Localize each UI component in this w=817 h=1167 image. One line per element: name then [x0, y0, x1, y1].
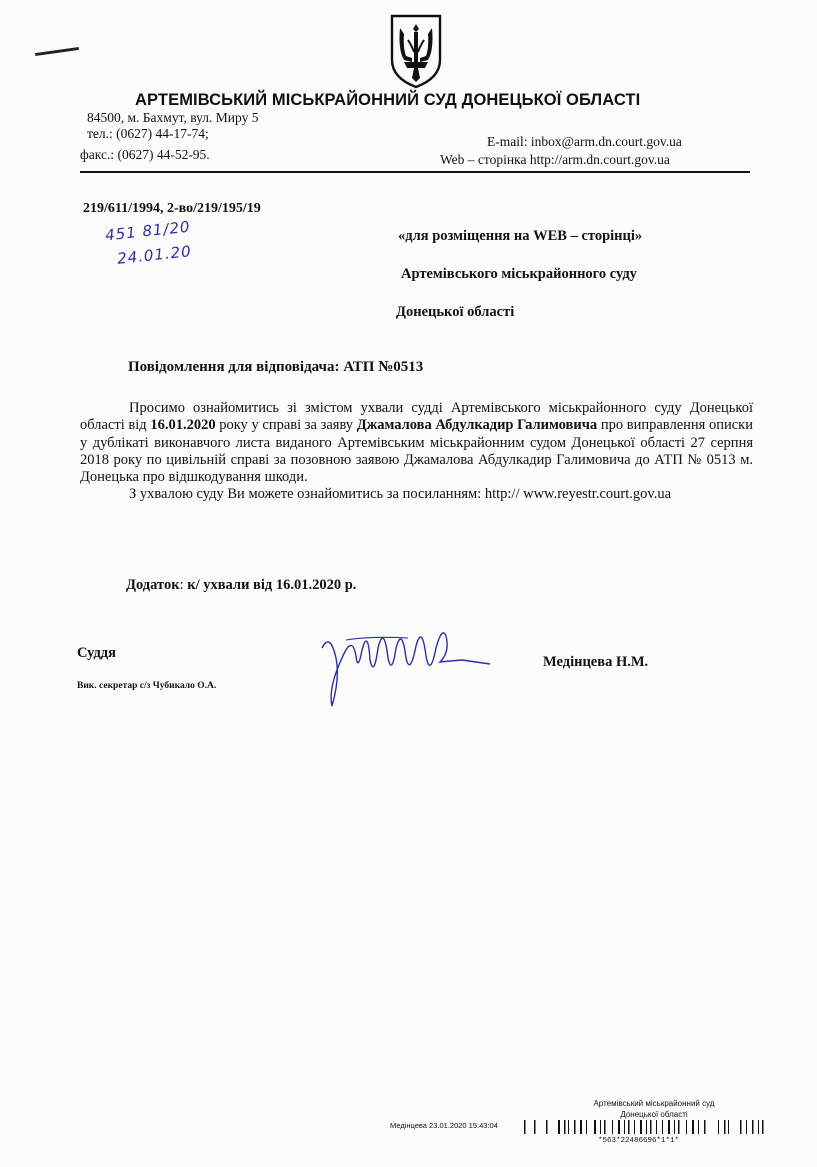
attachment-label: Додаток	[126, 577, 180, 593]
court-fax: факс.: (0627) 44-52-95.	[80, 147, 210, 162]
court-website: Web – сторінка http://arm.dn.court.gov.ua	[440, 152, 670, 167]
case-number: 219/611/1994, 2-во/219/195/19	[83, 201, 261, 216]
attachment-line	[126, 577, 356, 594]
judge-name: Медінцева Н.М.	[543, 654, 649, 670]
handwritten-reg-number: 451 81/20	[104, 217, 192, 245]
handwritten-reg-date: 24.01.20	[116, 242, 193, 268]
attachment-separator: :	[179, 577, 188, 593]
stamp-printed-by: Медінцева 23.01.2020 15:43:04	[390, 1121, 498, 1130]
notice-title: Повідомлення для відповідача: АТП №0513	[128, 359, 424, 375]
stamp-court	[574, 1098, 734, 1120]
margin-mark	[35, 47, 79, 56]
body-text-segment: про виправлення описки у дублікаті виконавчого листа виданого Артемівським міськрайонним судом Донецької області 27 серпня 2018 року по цивільній справі за позовною заявою Джамалова Абдулкадир Галимовича до АТП № 0513 м. Донецька про відшкодування шкоди.	[80, 417, 753, 486]
court-name: АРТЕМІВСЬКИЙ МІСЬКРАЙОННИЙ СУД ДОНЕЦЬКОЇ ОБЛАСТІ	[135, 91, 641, 109]
court-phone: тел.: (0627) 44-17-74;	[87, 126, 209, 141]
recipient-line-3: Донецької області	[396, 304, 515, 320]
court-address: 84500, м. Бахмут, вул. Миру 5	[87, 110, 259, 125]
notice-body	[80, 400, 753, 504]
body-text-segment: Просимо ознайомитись зі змістом ухвали судді Артемівського міськрайонного суду Донецької області від	[80, 400, 753, 434]
applicant-name: Джамалова Абдулкадир Галимовича	[356, 417, 598, 434]
body-paragraph-1	[80, 400, 753, 486]
header-divider	[80, 171, 750, 173]
coat-of-arms-icon	[388, 12, 444, 90]
secretary-line: Вик. секретар с/з Чубикало О.А.	[77, 681, 217, 691]
body-text-segment: року у справі за заяву	[215, 417, 357, 434]
stamp-court-line-2: Донецької області	[620, 1110, 688, 1119]
judge-label: Суддя	[77, 645, 116, 661]
handwritten-signature	[312, 618, 497, 713]
attachment-text: к/ ухвали від 16.01.2020 р.	[187, 577, 357, 593]
body-paragraph-2: З ухвалою суду Ви можете ознайомитись за посиланням: http:// www.reyestr.court.gov.ua	[129, 486, 672, 503]
stamp-court-line-1: Артемівський міськрайонний суд	[593, 1099, 715, 1108]
court-email: E-mail: inbox@arm.dn.court.gov.ua	[487, 134, 682, 149]
ruling-date: 16.01.2020	[150, 417, 216, 434]
recipient-line-1: «для розміщення на WEB – сторінці»	[398, 228, 643, 244]
barcode-number: *563*22486696*1*1*	[598, 1137, 680, 1145]
recipient-line-2: Артемівського міськрайонного суду	[401, 266, 637, 282]
